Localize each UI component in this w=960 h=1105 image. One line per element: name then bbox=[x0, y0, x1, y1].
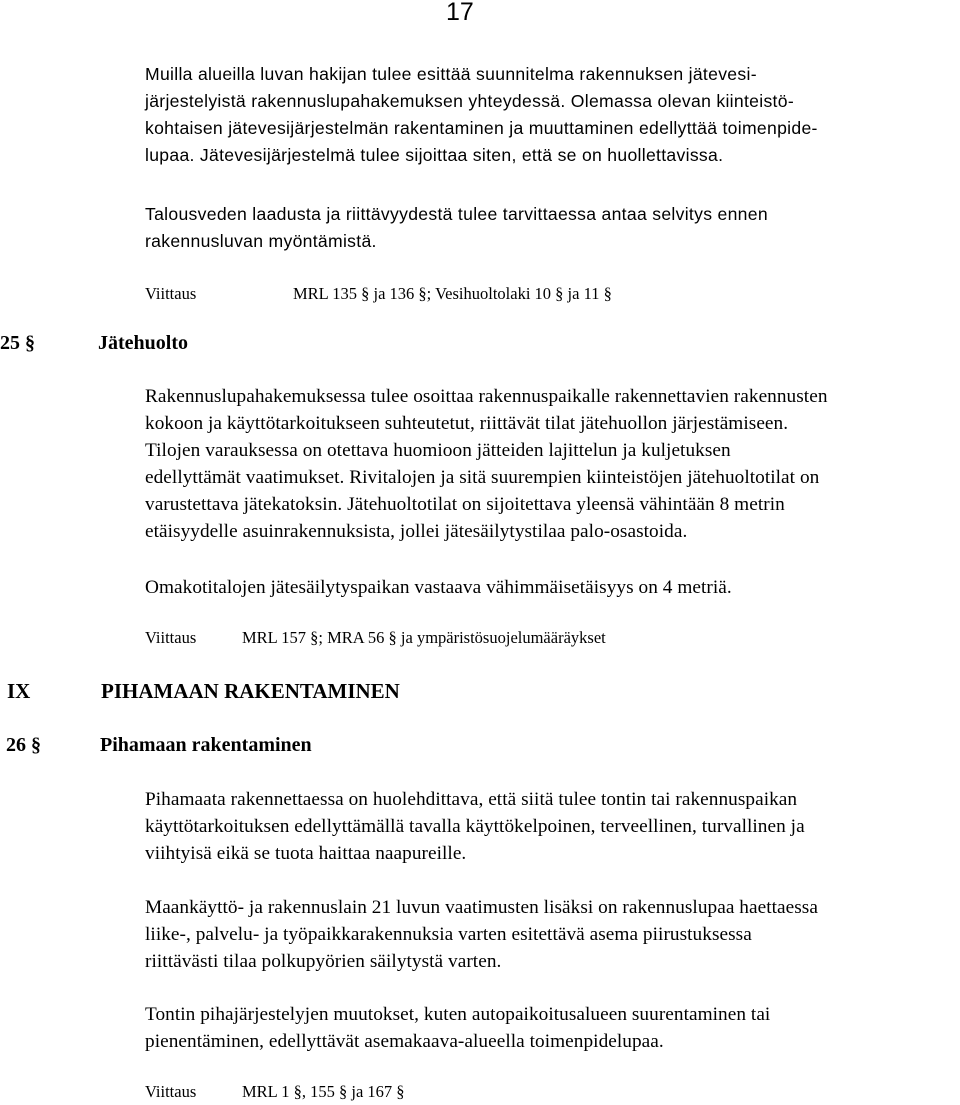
text-line: lupaa. Jätevesijärjestelmä tulee sijoittaa siten, että se on huollettavissa. bbox=[145, 145, 724, 165]
text-line: Tilojen varauksessa on otettava huomioon jätteiden lajittelun ja kuljetuksen bbox=[145, 440, 731, 461]
reference-label: Viittaus bbox=[145, 284, 197, 303]
paragraph-yard-changes bbox=[145, 1001, 960, 1055]
text-line: rakennusluvan myöntämistä. bbox=[145, 231, 377, 251]
text-line: järjestelyistä rakennuslupahakemuksen yhteydessä. Olemassa olevan kiinteistö- bbox=[145, 91, 794, 111]
section-title: Jätehuolto bbox=[98, 332, 188, 354]
paragraph-waste-facilities bbox=[145, 383, 960, 545]
text-line: käyttötarkoituksen edellyttämällä tavalla käyttökelpoinen, terveellinen, turvallinen ja bbox=[145, 816, 805, 837]
reference-text: MRL 157 §; MRA 56 § ja ympäristösuojelumääräykset bbox=[242, 628, 606, 647]
text-line: Muilla alueilla luvan hakijan tulee esittää suunnitelma rakennuksen jätevesi- bbox=[145, 64, 757, 84]
paragraph-wastewater bbox=[145, 61, 960, 169]
paragraph-min-distance bbox=[145, 574, 960, 601]
chapter-title: PIHAMAAN RAKENTAMINEN bbox=[101, 679, 400, 703]
paragraph-bicycle-storage bbox=[145, 894, 960, 975]
reference-text: MRL 1 §, 155 § ja 167 § bbox=[242, 1082, 405, 1101]
text-line: Tontin pihajärjestelyjen muutokset, kuten autopaikoitusalueen suurentaminen tai bbox=[145, 1004, 771, 1025]
section-number: 25 § bbox=[0, 332, 35, 354]
text-line: etäisyydelle asuinrakennuksista, jollei jätesäilytystilaa palo-osastoida. bbox=[145, 521, 688, 542]
paragraph-yard-construction bbox=[145, 786, 960, 867]
text-line: riittävästi tilaa polkupyörien säilytystä varten. bbox=[145, 951, 502, 972]
text-line: Omakotitalojen jätesäilytyspaikan vastaava vähimmäisetäisyys on 4 metriä. bbox=[145, 577, 732, 598]
text-line: edellyttämät vaatimukset. Rivitalojen ja sitä suurempien kiinteistöjen jätehuoltotilat on bbox=[145, 467, 820, 488]
reference-label: Viittaus bbox=[145, 628, 197, 647]
reference-text: MRL 135 § ja 136 §; Vesihuoltolaki 10 § ja 11 § bbox=[293, 284, 612, 303]
reference-label: Viittaus bbox=[145, 1082, 197, 1101]
paragraph-household-water bbox=[145, 201, 960, 255]
page-number: 17 bbox=[446, 0, 474, 26]
text-line: Maankäyttö- ja rakennuslain 21 luvun vaatimusten lisäksi on rakennuslupaa haettaessa bbox=[145, 897, 818, 918]
text-line: kohtaisen jätevesijärjestelmän rakentaminen ja muuttaminen edellyttää toimenpide- bbox=[145, 118, 818, 138]
text-line: liike-, palvelu- ja työpaikkarakennuksia varten esitettävä asema piirustuksessa bbox=[145, 924, 752, 945]
text-line: Pihamaata rakennettaessa on huolehdittava, että siitä tulee tontin tai rakennuspaikan bbox=[145, 789, 798, 810]
text-line: pienentäminen, edellyttävät asemakaava-alueella toimenpidelupaa. bbox=[145, 1031, 664, 1052]
text-line: kokoon ja käyttötarkoitukseen suhteutetut, riittävät tilat jätehuollon järjestämiseen. bbox=[145, 413, 789, 434]
text-line: Rakennuslupahakemuksessa tulee osoittaa rakennuspaikalle rakennettavien rakennusten bbox=[145, 386, 828, 407]
section-title: Pihamaan rakentaminen bbox=[100, 734, 312, 756]
chapter-number: IX bbox=[7, 679, 31, 703]
text-line: varustettava jätekatoksin. Jätehuoltotilat on sijoitettava yleensä vähintään 8 metrin bbox=[145, 494, 785, 515]
section-number: 26 § bbox=[6, 734, 41, 756]
text-line: Talousveden laadusta ja riittävyydestä tulee tarvittaessa antaa selvitys ennen bbox=[145, 204, 768, 224]
text-line: viihtyisä eikä se tuota haittaa naapureille. bbox=[145, 843, 467, 864]
